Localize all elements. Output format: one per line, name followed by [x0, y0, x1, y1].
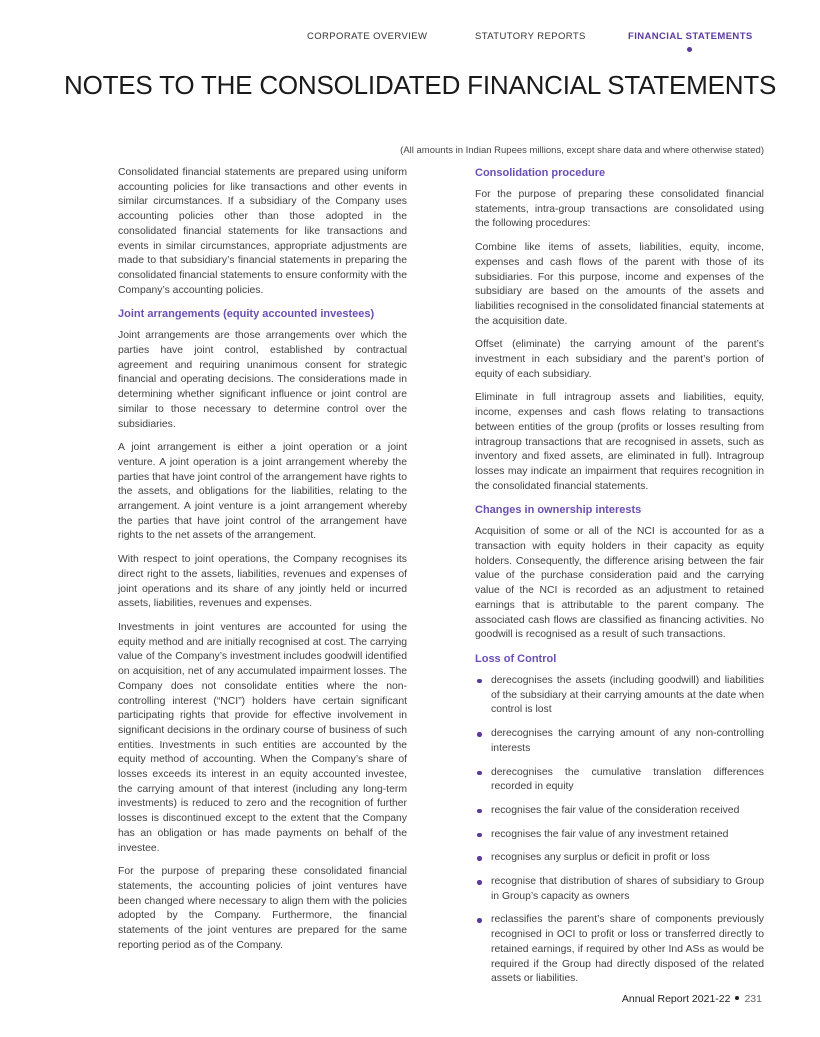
paragraph: With respect to joint operations, the Company recognises its direct right to the assets, liabilities, revenues and expenses of joint operations and its share of any jointly held or incurred assets, liabilities, revenues and expenses.	[118, 554, 407, 610]
nav-corporate-overview[interactable]: CORPORATE OVERVIEW	[307, 31, 428, 42]
list-item	[475, 913, 764, 987]
nav-financial-statements[interactable]: FINANCIAL STATEMENTS	[628, 31, 753, 42]
list-item	[475, 727, 764, 756]
paragraph: Joint arrangements are those arrangements over which the parties have joint control, established by contractual agreement and requiring unanimous consent for strategic financial and operating decisions. The considerations made in determining whether significant influence or joint control are similar to those necessary to determine control over the subsidiaries.	[118, 330, 407, 430]
list-item	[475, 851, 764, 866]
list-item	[475, 674, 764, 718]
section-heading-joint-arrangements: Joint arrangements (equity accounted investees)	[118, 308, 375, 321]
paragraph: A joint arrangement is either a joint operation or a joint venture. A joint operation is a joint arrangement whereby the parties that have joint control of the arrangement have rights to the assets, and obligations for the liabilities, relating to the arrangement. A joint venture is a joint arrangement whereby the parties that have joint control of the arrangement have rights to the net assets of the arrangement.	[118, 442, 407, 542]
paragraph: For the purpose of preparing these consolidated financial statements, intra-group transactions are consolidated using the following procedures:	[475, 189, 764, 230]
page-number: 231	[744, 993, 762, 1005]
paragraph: Acquisition of some or all of the NCI is accounted for as a transaction with equity holders in their capacity as equity holders. Consequently, the difference arising between the fair value of the purchase consideration paid and the carrying value of the NCI is recorded as an adjustment to retained earnings that is attributable to the parent company. The associated cash flows are classified as financing activities. No goodwill is recognised as a result of such transactions.	[475, 526, 764, 641]
bullet-icon	[477, 771, 482, 776]
list-item	[475, 828, 764, 843]
list-item-text: recognises any surplus or deficit in profit or loss	[491, 852, 710, 864]
intro-paragraph: Consolidated financial statements are prepared using uniform accounting policies for like transactions and other events in similar circumstances. If a subsidiary of the Company uses accounting policies other than those adopted in the consolidated financial statements for like transactions and events in similar circumstances, appropriate adjustments are made to that subsidiary’s financial statements in preparing the consolidated financial statements to ensure conformity with the Company’s accounting policies.	[118, 167, 407, 296]
list-item-text: derecognises the assets (including goodwill) and liabilities of the subsidiary at their carrying amounts at the date when control is lost	[491, 674, 764, 716]
right-column	[475, 166, 764, 996]
list-item	[475, 804, 764, 819]
list-item-text: recognises the fair value of any investment retained	[491, 828, 729, 840]
bullet-icon	[477, 856, 482, 861]
report-label: Annual Report 2021-22	[621, 993, 731, 1005]
section-heading-consolidation-procedure: Consolidation procedure	[475, 167, 606, 179]
section-nav	[0, 31, 820, 61]
loss-of-control-list	[475, 674, 764, 987]
list-item-text: reclassifies the parent’s share of components previously recognised in OCI to profit or loss or transferred directly to retained earnings, if required by other Ind ASs as would be required if the Group had directly disposed of the related assets or liabilities.	[491, 914, 764, 985]
list-item	[475, 766, 764, 795]
list-item	[475, 875, 764, 904]
bullet-icon	[477, 833, 482, 838]
left-column	[118, 166, 407, 962]
section-heading-ownership-changes: Changes in ownership interests	[475, 504, 642, 517]
nav-statutory-reports[interactable]: STATUTORY REPORTS	[475, 31, 586, 42]
paragraph: Investments in joint ventures are accounted for using the equity method and are initially recognised at cost. The carrying value of the Company’s investment includes goodwill identified on acquisition, net of any accumulated impairment losses. The Company does not consolidate entities where the non-controlling interest (“NCI”) holders have certain significant participating rights that provide for effective involvement in significant decisions in the ordinary course of business of such entities. Investments in such entities are accounted by the equity method of accounting. When the Company’s share of losses exceeds its interest in an equity accounted investee, the carrying amount of that interest (including any long-term investments) is reduced to zero and the recognition of further losses is discontinued except to the extent that the Company has an obligation or has made payments on behalf of the investee.	[118, 621, 407, 854]
page-footer	[622, 993, 762, 1005]
paragraph: Offset (eliminate) the carrying amount of the parent’s investment in each subsidiary and the parent’s portion of equity of each subsidiary.	[475, 339, 764, 380]
paragraph: Eliminate in full intragroup assets and liabilities, equity, income, expenses and cash flows relating to transactions between entities of the group (profits or losses resulting from intragroup transactions that are recognised in assets, such as inventory and fixed assets, are eliminated in full). Intragroup losses may indicate an impairment that requires recognition in the consolidated financial statements.	[475, 392, 764, 492]
paragraph: Combine like items of assets, liabilities, equity, income, expenses and cash flows of the parent with those of its subsidiaries. For this purpose, income and expenses of the subsidiary are based on the amounts of the assets and liabilities recognised in the consolidated financial statements at the acquisition date.	[475, 242, 764, 327]
paragraph: For the purpose of preparing these consolidated financial statements, the accounting policies of joint ventures have been changed where necessary to align them with the policies adopted by the Company. Furthermore, the financial statements of the joint ventures are prepared for the same reporting period as of the Company.	[118, 866, 407, 951]
active-section-dot-icon	[687, 47, 692, 52]
list-item-text: recognises the fair value of the consideration received	[491, 804, 740, 816]
bullet-icon	[477, 732, 482, 737]
section-heading-loss-of-control: Loss of Control	[475, 652, 557, 665]
list-item-text: recognise that distribution of shares of subsidiary to Group in Group’s capacity as owners	[491, 876, 764, 902]
list-item-text: derecognises the carrying amount of any non-controlling interests	[491, 728, 764, 754]
list-item-text: derecognises the cumulative translation differences recorded in equity	[491, 766, 764, 793]
separator-dot-icon	[735, 996, 739, 1000]
bullet-icon	[477, 809, 482, 814]
bullet-icon	[477, 918, 482, 923]
units-note: (All amounts in Indian Rupees millions, except share data and where otherwise stated)	[400, 145, 764, 156]
bullet-icon	[477, 679, 482, 684]
bullet-icon	[477, 880, 482, 885]
page-title: NOTES TO THE CONSOLIDATED FINANCIAL STATEMENTS	[64, 70, 777, 100]
